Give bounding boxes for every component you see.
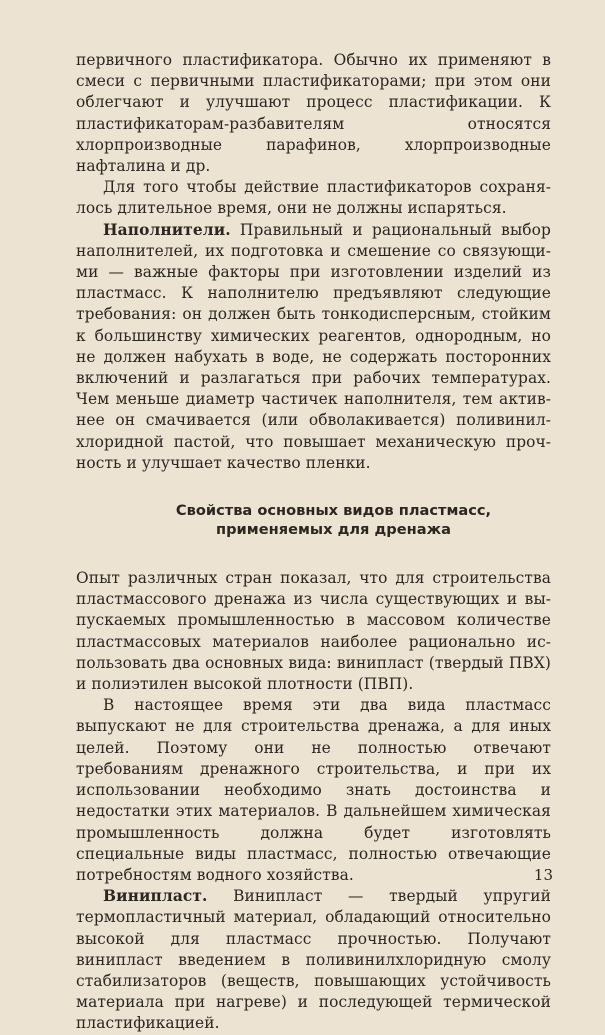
page-number: 13 bbox=[533, 866, 553, 884]
paragraph-vinyl-plastic bbox=[76, 886, 551, 1034]
paragraph-experience: Опыт различных стран показал, что для строительства пластмассового дренажа из числа существующих и выпускаемых промышленностью в массовом количестве пластмассовых материалов наиболее рационально использовать два основных вида: винипласт (твердый ПВХ) и полиэтилен высокой плотности (ПВП). bbox=[76, 569, 551, 694]
paragraph-evaporation: Для того чтобы действие пластификаторов сохранялось длительное время, они не должны испаряться. bbox=[76, 178, 551, 218]
paragraph-vinyl-plastic-text: Винипласт — твердый упругий термопластичный материал, обладающий относительно высокой для пластмасс прочностью. Получают винипласт введением в поливинилхлоридную смолу стабилизаторов (веществ, повышающих устойчивость материала при нагреве) и последующей термической пластификацией. bbox=[76, 887, 551, 1033]
section-heading-line-1: Свойства основных видов пластмасс, bbox=[175, 502, 492, 520]
paragraph-fillers bbox=[76, 220, 551, 474]
term-vinyl-plastic: Винипласт. bbox=[103, 887, 208, 906]
term-fillers: Наполнители. bbox=[103, 220, 231, 239]
paragraph-fillers-text: Правильный и рациональный выбор наполнителей, их подготовка и смешение со связующими — важные факторы при изготовлении изделий из пластмасс. К наполнителю предъявляют следующие требования: он должен быть тонкодисперсным, стойким к большинству химических реагентов, однородным, но не должен набухать в воде, не содержать посторонних включений и разлагаться при рабочих температурах. Чем меньше диаметр частичек наполнителя, тем активнее он смачивается (или обволакивается) поливинилхлоридной пастой, что повышает механическую прочность и улучшает качество пленки. bbox=[76, 220, 551, 472]
section-heading bbox=[76, 501, 551, 539]
paragraph-current-production: В настоящее время эти два вида пластмасс выпускают не для строительства дренажа, а для иных целей. Поэтому они не полностью отвечают требованиям дренажного строительства, и при их использовании необходимо знать достоинства и недостатки этих материалов. В дальнейшем химическая промышленность должна будет изготовлять специальные виды пластмасс, полностью отвечающие потребностям водного хозяйства. bbox=[76, 696, 551, 884]
paragraph-plasticizers-continued: первичного пластификатора. Обычно их применяют в смеси с первичными пластификаторами; при этом они облегчают и улучшают процесс пластификации. К пластификаторам-разбавителям относятся хлорпроизводные парафинов, хлорпроизводные нафталина и др. bbox=[76, 51, 551, 176]
section-heading-line-2: применяемых для дренажа bbox=[216, 521, 451, 539]
